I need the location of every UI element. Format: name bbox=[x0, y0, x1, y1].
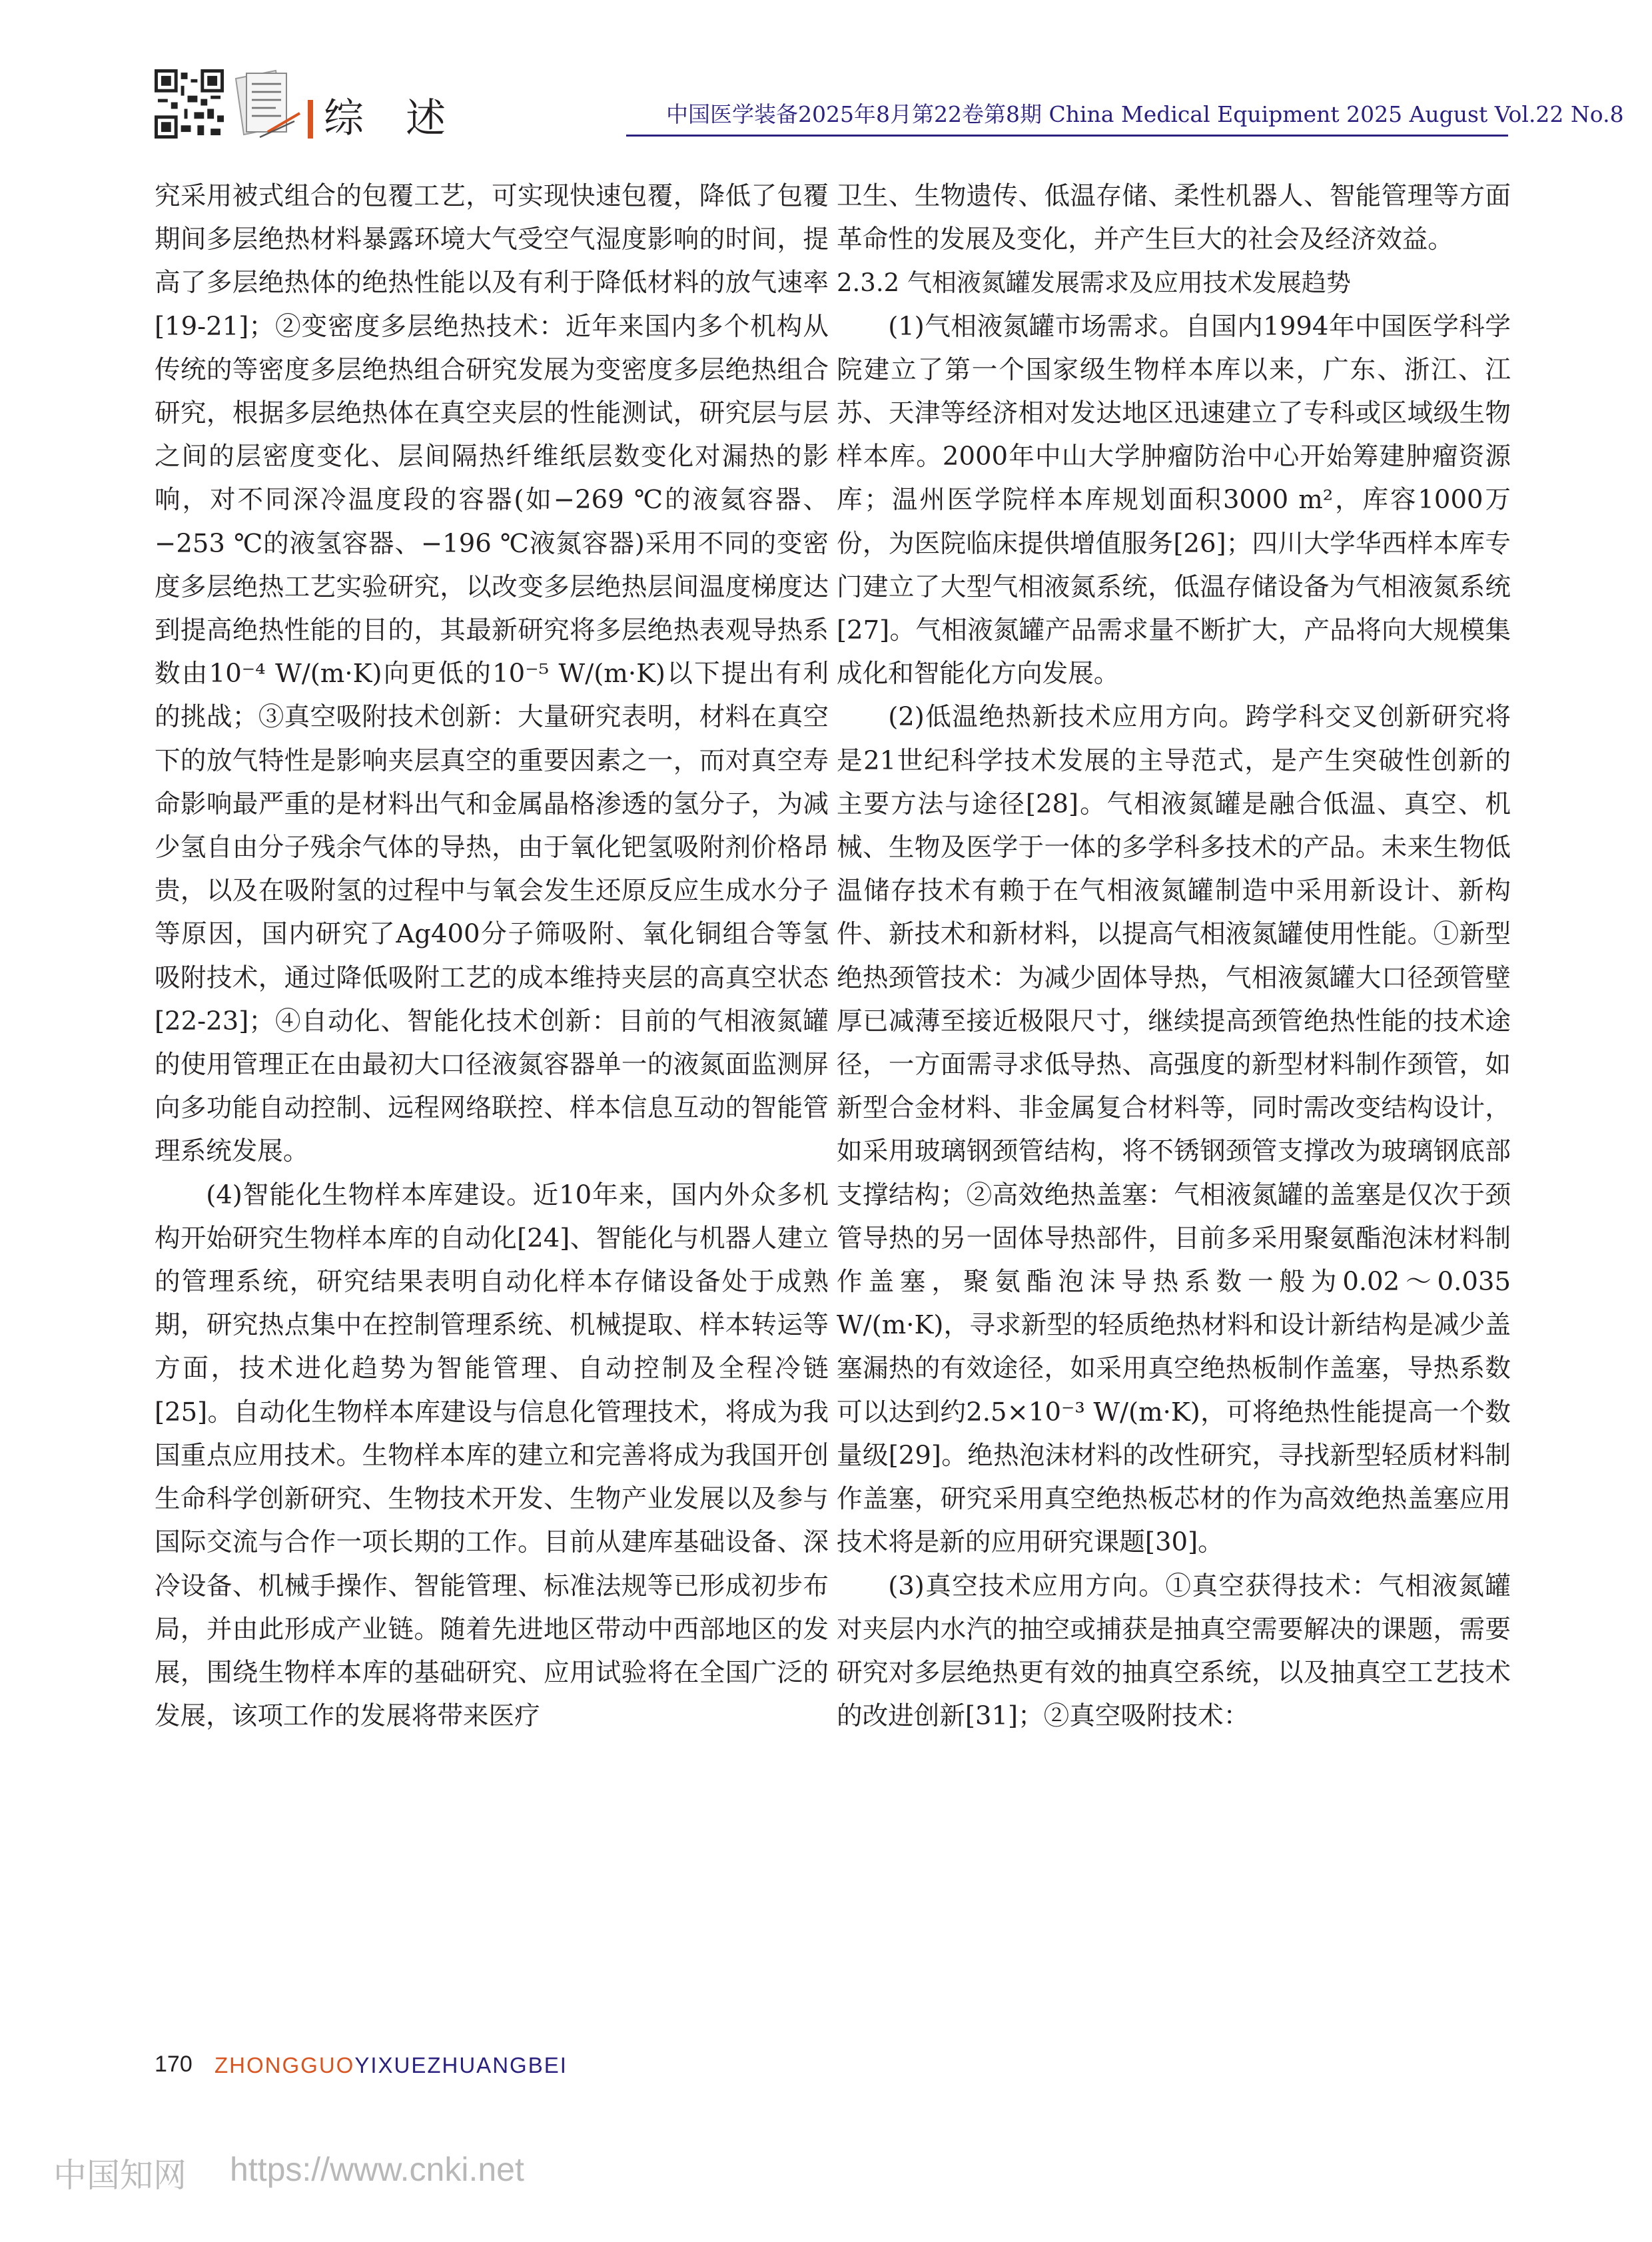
paragraph-market-demand: (1)气相液氮罐市场需求。自国内1994年中国医学科学院建立了第一个国家级生物样本库以来，广东、浙江、江苏、天津等经济相对发达地区迅速建立了专科或区域级生物样本库。2000年中山大学肿瘤防治中心开始筹建肿瘤资源库；温州医学院样本库规划面积3000 m²，库容1000万份，为医院临床提供增值服务[26]；四川大学华西样本库专门建立了大型气相液氮系统，低温存储设备为气相液氮系统[27]。气相液氮罐产品需求量不断扩大，产品将向大规模集成化和智能化方向发展。 bbox=[837, 311, 1511, 689]
section-label: 综 述 bbox=[324, 95, 461, 142]
section-accent-bar bbox=[308, 100, 313, 139]
header-rule bbox=[626, 135, 1508, 137]
watermark-url[interactable]: https://www.cnki.net bbox=[230, 2151, 524, 2188]
journal-citation: 中国医学装备2025年8月第22卷第8期 China Medical Equipment 2025 August Vol.22 No.8 bbox=[666, 101, 1624, 127]
right-column bbox=[837, 175, 1511, 1738]
paragraph-insulation-tech: (2)低温绝热新技术应用方向。跨学科交叉创新研究将是21世纪科学技术发展的主导范式，是产生突破性创新的主要方法与途径[28]。气相液氮罐是融合低温、真空、机械、生物及医学于一体的多学科多技术的产品。未来生物低温储存技术有赖于在气相液氮罐制造中采用新设计、新构件、新技术和新材料，以提高气相液氮罐使用性能。①新型绝热颈管技术：为减少固体导热，气相液氮罐大口径颈管壁厚已减薄至接近极限尺寸，继续提高颈管绝热性能的技术途径，一方面需寻求低导热、高强度的新型材料制作颈管，如新型合金材料、非金属复合材料等，同时需改变结构设计，如采用玻璃钢颈管结构，将不锈钢颈管支撑改为玻璃钢底部支撑结构；②高效绝热盖塞：气相液氮罐的盖塞是仅次于颈管导热的另一固体导热部件，目前多采用聚氨酯泡沫材料制作盖塞，聚氨酯泡沫导热系数一般为0.02～0.035 W/(m·K)，寻求新型的轻质绝热材料和设计新结构是减少盖塞漏热的有效途径，如采用真空绝热板制作盖塞，导热系数可以达到约2.5×10⁻³ W/(m·K)，可将绝热性能提高一个数量级[29]。绝热泡沫材料的改性研究，寻找新型轻质材料制作盖塞，研究采用真空绝热板芯材的作为高效绝热盖塞应用技术将是新的应用研究课题[30]。 bbox=[837, 702, 1511, 1558]
footer-brand-part2: YIXUEZHUANGBEI bbox=[354, 2053, 568, 2077]
left-column bbox=[155, 175, 829, 1738]
paragraph-continued: 究采用被式组合的包覆工艺，可实现快速包覆，降低了包覆期间多层绝热材料暴露环境大气受空气湿度影响的时间，提高了多层绝热体的绝热性能以及有利于降低材料的放气速率[19-21]；②变密度多层绝热技术：近年来国内多个机构从传统的等密度多层绝热组合研究发展为变密度多层绝热组合研究，根据多层绝热体在真空夹层的性能测试，研究层与层之间的层密度变化、层间隔热纤维纸层数变化对漏热的影响，对不同深冷温度段的容器(如−269 ℃的液氦容器、−253 ℃的液氢容器、−196 ℃液氮容器)采用不同的变密度多层绝热工艺实验研究，以改变多层绝热层间温度梯度达到提高绝热性能的目的，其最新研究将多层绝热表观导热系数由10⁻⁴ W/(m·K)向更低的10⁻⁵ W/(m·K)以下提出有利的挑战；③真空吸附技术创新：大量研究表明，材料在真空下的放气特性是影响夹层真空的重要因素之一，而对真空寿命影响最严重的是材料出气和金属晶格渗透的氢分子，为减少氢自由分子残余气体的导热，由于氧化钯氢吸附剂价格昂贵，以及在吸附氢的过程中与氧会发生还原反应生成水分子等原因，国内研究了Ag400分子筛吸附、氧化铜组合等氢吸附技术，通过降低吸附工艺的成本维持夹层的高真空状态[22-23]；④自动化、智能化技术创新：目前的气相液氮罐的使用管理正在由最初大口径液氮容器单一的液氮面监测屏向多功能自动控制、远程网络联控、样本信息互动的智能管理系统发展。 bbox=[155, 181, 829, 1167]
page-number: 170 bbox=[155, 2052, 193, 2077]
paragraph-smart-biobank: (4)智能化生物样本库建设。近10年来，国内外众多机构开始研究生物样本库的自动化[24]、智能化与机器人建立的管理系统，研究结果表明自动化样本存储设备处于成熟期，研究热点集中在控制管理系统、机械提取、样本转运等方面，技术进化趋势为智能管理、自动控制及全程冷链[25]。自动化生物样本库建设与信息化管理技术，将成为我国重点应用技术。生物样本库的建立和完善将成为我国开创生命科学创新研究、生物技术开发、生物产业发展以及参与国际交流与合作一项长期的工作。目前从建库基础设备、深冷设备、机械手操作、智能管理、标准法规等已形成初步布局，并由此形成产业链。随着先进地区带动中西部地区的发展，围绕生物样本库的基础研究、应用试验将在全国广泛的发展，该项工作的发展将带来医疗 bbox=[155, 1180, 829, 1732]
watermark-site-name: 中国知网 bbox=[53, 2156, 187, 2195]
footer-brand bbox=[214, 2053, 568, 2078]
footer-brand-part1: ZHONGGUO bbox=[214, 2053, 355, 2077]
paragraph-vacuum-tech: (3)真空技术应用方向。①真空获得技术：气相液氮罐对夹层内水汽的抽空或捕获是抽真空需要解决的课题，需要研究对多层绝热更有效的抽真空系统，以及抽真空工艺技术的改进创新[31]；②真空吸附技术： bbox=[837, 1571, 1511, 1732]
documents-icon bbox=[228, 65, 302, 141]
page-header bbox=[0, 0, 1652, 160]
paragraph-continued-right: 卫生、生物遗传、低温存储、柔性机器人、智能管理等方面革命性的发展及变化，并产生巨大的社会及经济效益。 bbox=[837, 181, 1511, 255]
section-heading: 2.3.2 气相液氮罐发展需求及应用技术发展趋势 bbox=[837, 268, 1351, 298]
qr-code-icon bbox=[155, 69, 224, 139]
